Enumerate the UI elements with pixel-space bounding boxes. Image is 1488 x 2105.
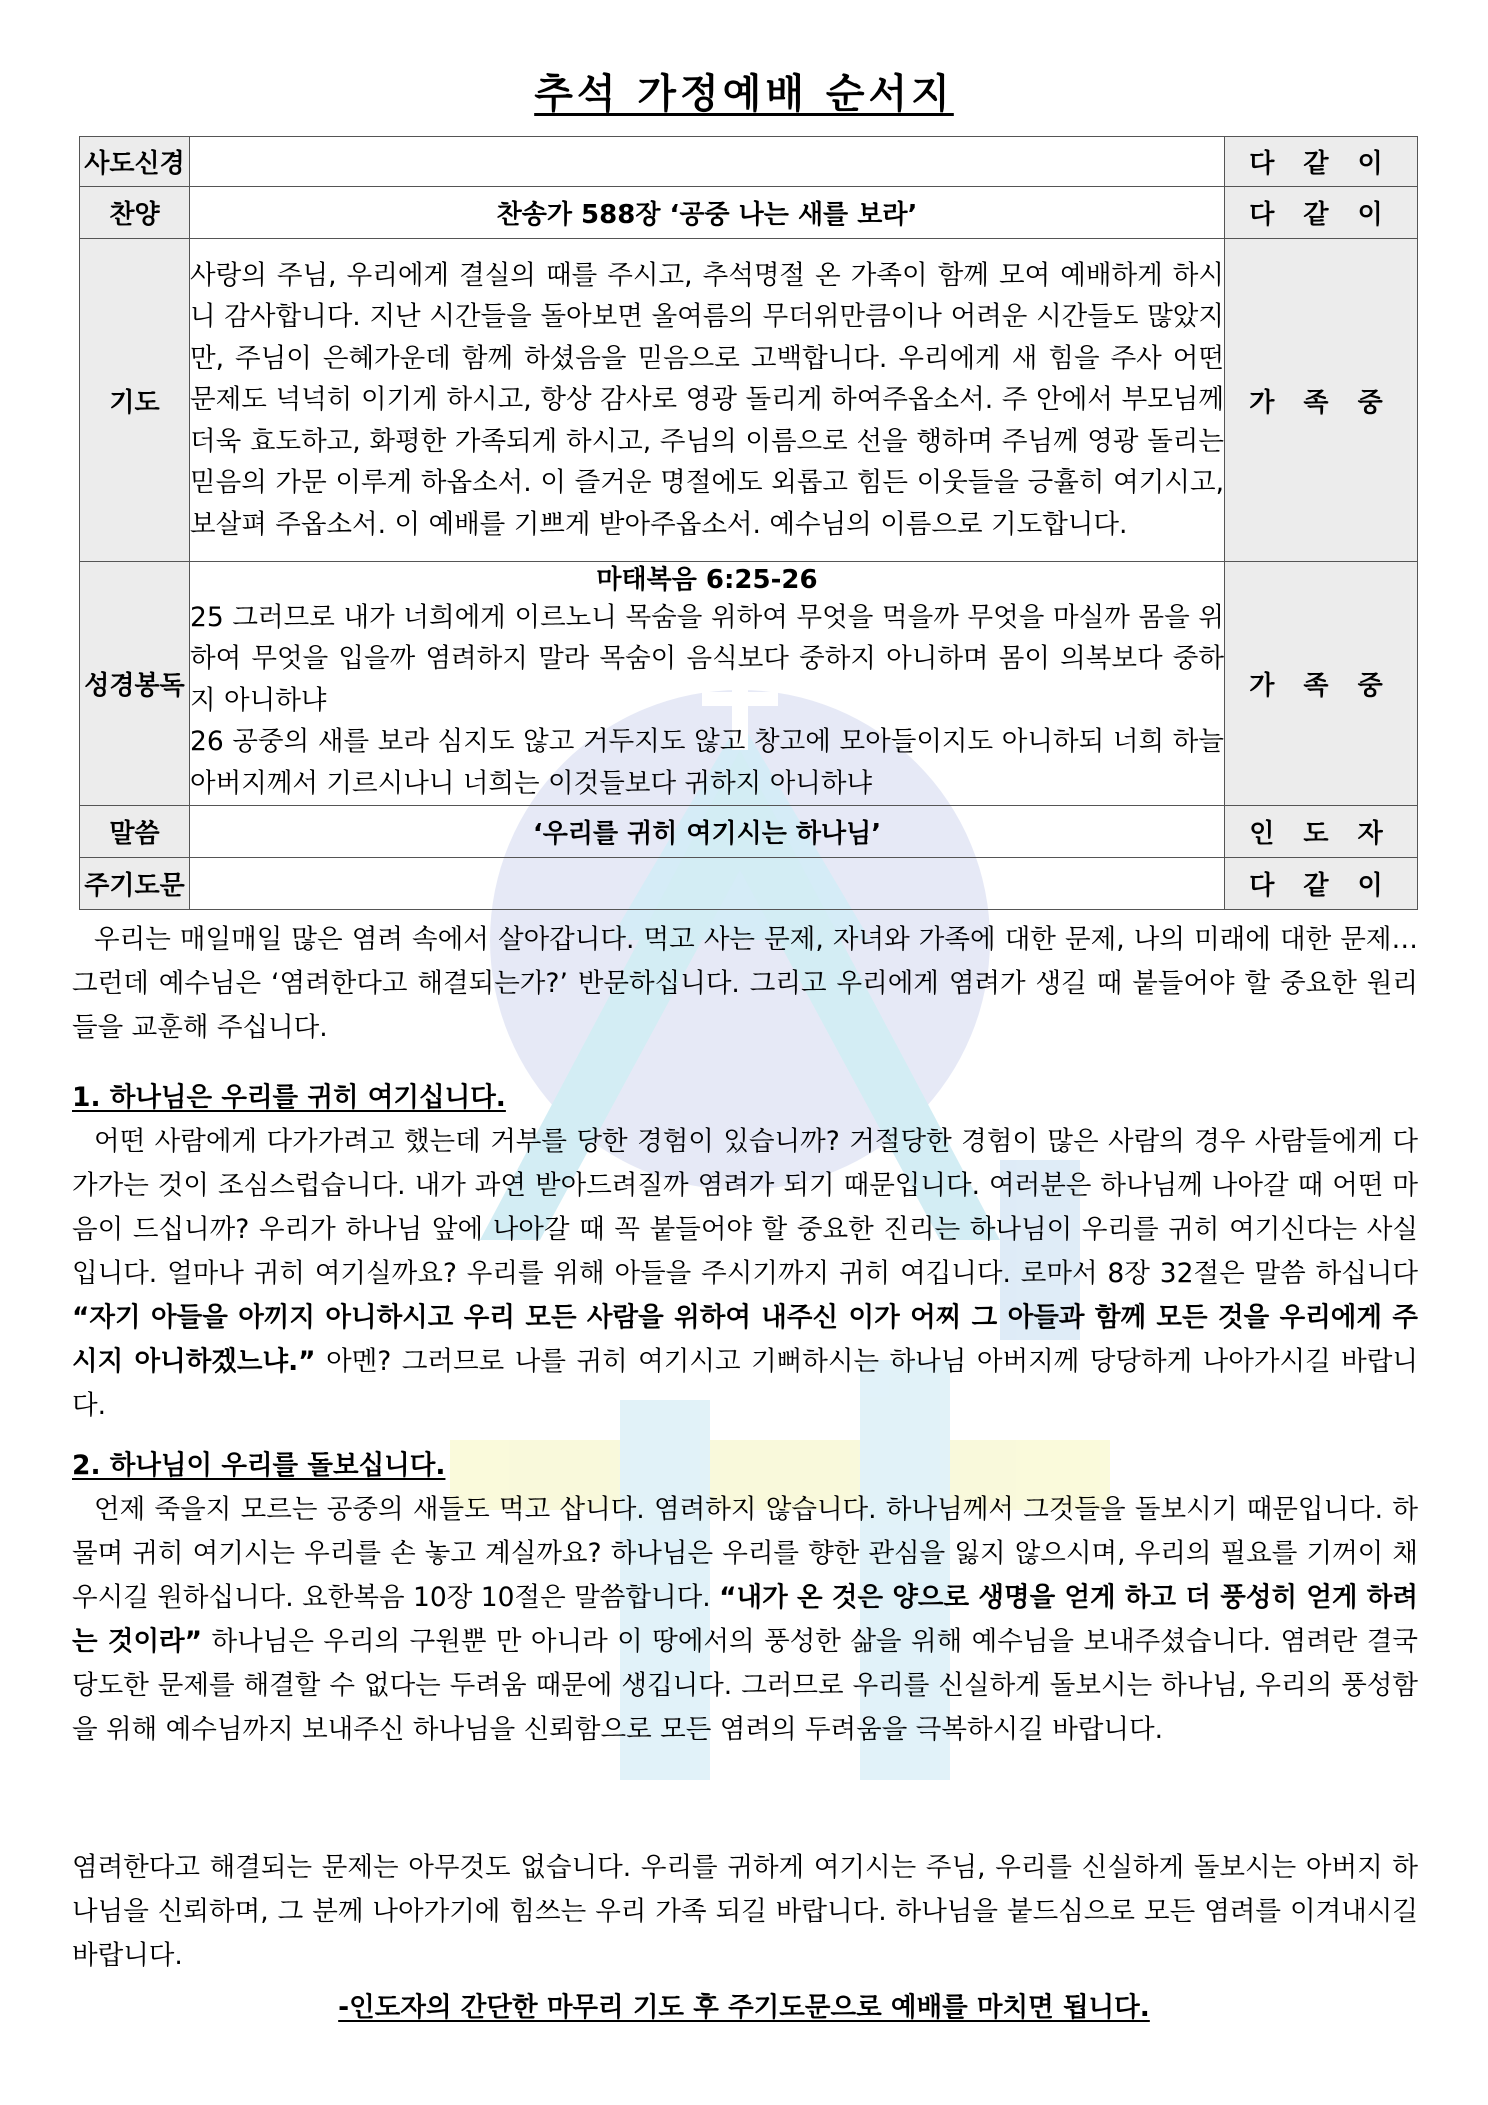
row-content-prayer: 사랑의 주님, 우리에게 결실의 때를 주시고, 추석명절 온 가족이 함께 모여 예배하게 하시니 감사합니다. 지난 시간들을 돌아보면 올여름의 무더위만큼이나 어려운 시간들도 많았지만, 주님이 은혜가운데 함께 하셨음을 믿음으로 고백합니다. 우리에게 새 힘을 주사 어떤 문제도 넉넉히 이기게 하시고, 항상 감사로 영광 돌리게 하여주옵소서. 주 안에서 부모님께 더욱 효도하고, 화평한 가족되게 하시고, 주님의 이름으로 선을 행하며 주님께 영광 돌리는 믿음의 가문 이루게 하옵소서. 이 즐거운 명절에도 외롭고 힘든 이웃들을 긍휼히 여기시고, 보살펴 주옵소서. 이 예배를 기쁘게 받아주옵소서. 예수님의 이름으로 기도합니다. — [190, 239, 1225, 562]
table-row — [80, 239, 1418, 562]
row-content-sermon: ‘우리를 귀히 여기시는 하나님’ — [190, 806, 1225, 858]
row-who-prayer: 가 족 중 — [1225, 239, 1418, 562]
row-label-lords-prayer: 주기도문 — [80, 858, 190, 910]
row-label-prayer: 기도 — [80, 239, 190, 562]
row-content-hymn: 찬송가 588장 ‘공중 나는 새를 보라’ — [190, 187, 1225, 239]
sermon-point-2 — [72, 1444, 1418, 1752]
conclusion-paragraph: 염려한다고 해결되는 문제는 아무것도 없습니다. 우리를 귀하게 여기시는 주님, 우리를 신실하게 돌보시는 아버지 하나님을 신뢰하며, 그 분께 나아가기에 힘쓰는 우리 가족 되길 바랍니다. 하나님을 붙드심으로 모든 염려를 이겨내시길 바랍니다. — [72, 1852, 1418, 1971]
row-label-hymn: 찬양 — [80, 187, 190, 239]
row-content-creed — [190, 137, 1225, 187]
closing-instruction: -인도자의 간단한 마무리 기도 후 주기도문으로 예배를 마치면 됩니다. — [338, 1992, 1150, 2023]
row-content-scripture — [190, 562, 1225, 806]
row-who-creed: 다 같 이 — [1225, 137, 1418, 187]
point-1-scripture-quote: “자기 아들을 아끼지 아니하시고 우리 모든 사람을 위하여 내주신 이가 어찌 그 아들과 함께 모든 것을 우리에게 주시지 아니하겠느냐.” — [72, 1302, 1418, 1377]
table-row — [80, 137, 1418, 187]
point-1-paragraph: 어떤 사람에게 다가가려고 했는데 거부를 당한 경험이 있습니까? 거절당한 경험이 많은 사람의 경우 사람들에게 다가가는 것이 조심스럽습니다. 내가 과연 받아드려질까 염려가 되기 때문입니다. 여러분은 하나님께 나아갈 때 어떤 마음이 드십니까? 우리가 하나님 앞에 나아갈 때 꼭 붙들어야 할 중요한 진리는 하나님이 우리를 귀히 여기신다는 사실입니다. 얼마나 귀히 여기실까요? 우리를 위해 아들을 주시기까지 귀히 여깁니다. 로마서 8장 32절은 말씀 하십니다 “자기 아들을 아끼지 아니하시고 우리 모든 사람을 위하여 내주신 이가 어찌 그 아들과 함께 모든 것을 우리에게 주시지 아니하겠느냐.” 아멘? 그러므로 나를 귀히 여기시고 기뻐하시는 하나님 아버지께 당당하게 나아가시길 바랍니다. — [72, 1126, 1418, 1421]
row-label-scripture: 성경봉독 — [80, 562, 190, 806]
scripture-verse-25: 25 그러므로 내가 너희에게 이르노니 목숨을 위하여 무엇을 먹을까 무엇을 마실까 몸을 위하여 무엇을 입을까 염려하지 말라 목숨이 음식보다 중하지 아니하며 몸이 의복보다 중하지 아니하냐 — [190, 601, 1224, 716]
order-of-service-table — [79, 136, 1418, 910]
row-label-creed: 사도신경 — [80, 137, 190, 187]
table-row — [80, 187, 1418, 239]
intro-paragraph: 우리는 매일매일 많은 염려 속에서 살아갑니다. 먹고 사는 문제, 자녀와 가족에 대한 문제, 나의 미래에 대한 문제… 그런데 예수님은 ‘염려한다고 해결되는가?’ 반문하십니다. 그리고 우리에게 염려가 생길 때 붙들어야 할 중요한 원리들을 교훈해 주십니다. — [72, 924, 1418, 1043]
page-title: 추석 가정예배 순서지 — [534, 71, 954, 117]
sermon-intro — [72, 918, 1418, 1050]
scripture-reference: 마태복음 6:25-26 — [596, 564, 818, 595]
table-row — [80, 562, 1418, 806]
row-who-lords-prayer: 다 같 이 — [1225, 858, 1418, 910]
table-row — [80, 806, 1418, 858]
row-who-sermon: 인 도 자 — [1225, 806, 1418, 858]
row-label-sermon: 말씀 — [80, 806, 190, 858]
scripture-verse-26: 26 공중의 새를 보라 심지도 않고 거두지도 않고 창고에 모아들이지도 아니하되 너희 하늘 아버지께서 기르시나니 너희는 이것들보다 귀하지 아니하냐 — [190, 726, 1224, 799]
row-who-scripture: 가 족 중 — [1225, 562, 1418, 806]
sermon-point-1 — [72, 1076, 1418, 1428]
point-1-heading: 1. 하나님은 우리를 귀히 여기십니다. — [72, 1082, 506, 1113]
table-row — [80, 858, 1418, 910]
point-2-heading: 2. 하나님이 우리를 돌보십니다. — [72, 1450, 446, 1481]
row-content-lords-prayer — [190, 858, 1225, 910]
point-2-paragraph: 언제 죽을지 모르는 공중의 새들도 먹고 삽니다. 염려하지 않습니다. 하나님께서 그것들을 돌보시기 때문입니다. 하물며 귀히 여기시는 우리를 손 놓고 계실까요? 하나님은 우리를 향한 관심을 잃지 않으시며, 우리의 필요를 기꺼이 채우시길 원하십니다. 요한복음 10장 10절은 말씀합니다. “내가 온 것은 양으로 생명을 얻게 하고 더 풍성히 얻게 하려는 것이라” 하나님은 우리의 구원뿐 만 아니라 이 땅에서의 풍성한 삶을 위해 예수님을 보내주셨습니다. 염려란 결국 당도한 문제를 해결할 수 없다는 두려움 때문에 생깁니다. 그러므로 우리를 신실하게 돌보시는 하나님, 우리의 풍성함을 위해 예수님까지 보내주신 하나님을 신뢰함으로 모든 염려의 두려움을 극복하시길 바랍니다. — [72, 1494, 1419, 1745]
sermon-conclusion — [72, 1846, 1418, 1978]
point-2-scripture-quote: “내가 온 것은 양으로 생명을 얻게 하고 더 풍성히 얻게 하려는 것이라” — [72, 1582, 1419, 1657]
row-who-hymn: 다 같 이 — [1225, 187, 1418, 239]
